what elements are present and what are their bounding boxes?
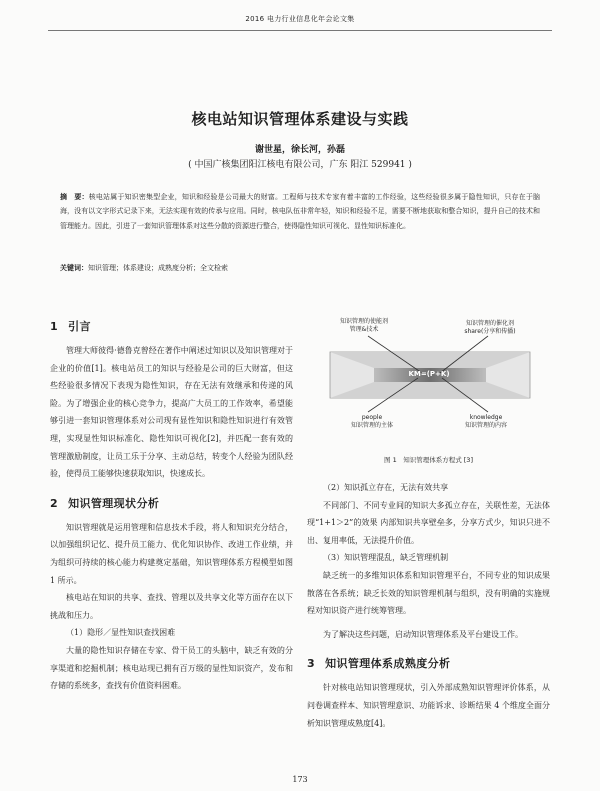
figure-label-catalyst-line2: share(分享和传播) bbox=[464, 328, 516, 335]
section-1-heading bbox=[50, 318, 293, 334]
abstract bbox=[60, 190, 540, 233]
section-2-paragraph-6: 为了解决这些问题，启动知识管理体系及平台建设工作。 bbox=[323, 629, 523, 639]
paper-title: 核电站知识管理体系建设与实践 bbox=[191, 110, 409, 128]
section-1-number: 1 bbox=[50, 320, 59, 333]
figure-label-knowledge-line2: 知识管理的内容 bbox=[464, 422, 507, 429]
section-3-paragraph-1: 针对核电站知识管理现状，引入外部成熟知识管理评价体系，从问卷调查样本、知识管理意识、功能诉求、诊断结果 4 个维度全面分析知识管理成熟度[4]。 bbox=[307, 683, 550, 728]
header-rule bbox=[48, 30, 552, 31]
section-3-number: 3 bbox=[307, 657, 316, 671]
section-1-title: 引言 bbox=[68, 320, 91, 333]
figure-label-people bbox=[322, 414, 422, 430]
section-2-heading bbox=[50, 495, 293, 511]
figure-label-catalyst bbox=[440, 320, 540, 336]
figure-1-diagram bbox=[312, 318, 545, 453]
section-2-paragraph-2: 核电站在知识的共享、查找、管理以及共享文化等方面存在以下挑战和压力。 bbox=[50, 593, 293, 620]
subheading-2: （2）知识孤立存在，无法有效共享 bbox=[323, 483, 449, 492]
keywords bbox=[60, 262, 540, 274]
running-header: 2016 电力行业信息化年会论文集 bbox=[245, 15, 355, 23]
keywords-label: 关键词： bbox=[60, 264, 88, 272]
section-2-paragraph-5: 缺乏统一的多维知识体系和知识管理平台，不同专业的知识成果散落在各系统；缺乏长效的知识管理机制与组织，没有明确的实施规程对知识资产进行统筹管理。 bbox=[307, 570, 550, 616]
section-2-paragraph-1: 知识管理就是运用管理和信息技术手段，将人和知识充分结合，以加强组织记忆、提升员工能力、优化知识协作、改进工作业绩，并为组织可持续的核心能力构建奠定基础，知识管理体系方程模型如图 1 所示。 bbox=[50, 522, 293, 585]
figure-label-people-line2: 知识管理的主体 bbox=[350, 422, 393, 429]
left-column bbox=[50, 318, 293, 695]
abstract-text: 核电站属于知识密集型企业，知识和经验是公司最大的财富。工程师与技术专家有着丰富的工作经验，这些经验很多属于隐性知识，只存在于脑海，没有以文字形式记录下来，无法实现有效的传承与应用。同时，核电队伍非常年轻，知识和经验不足，需要不断地获取和整合知识，提升自己的技术和管理能力。因此，引进了一套知识管理体系对这些分散的资源进行整合，使得隐性知识可视化、显性知识标准化。 bbox=[60, 193, 541, 230]
figure-label-enabler bbox=[314, 318, 414, 334]
abstract-label: 摘 要： bbox=[60, 193, 89, 201]
figure-1-caption: 图 1 知识管理体系方程式 [3] bbox=[384, 456, 473, 464]
section-2-number: 2 bbox=[50, 496, 59, 510]
figure-label-catalyst-line1: 知识管理的催化剂 bbox=[465, 320, 514, 327]
figure-label-knowledge bbox=[436, 414, 536, 430]
section-3-title: 知识管理体系成熟度分析 bbox=[325, 657, 451, 671]
figure-label-enabler-line1: 知识管理的使能剂 bbox=[339, 318, 388, 325]
keywords-text: 知识管理；体系建设；成熟度分析；全文检索 bbox=[88, 264, 228, 272]
figure-1 bbox=[312, 318, 545, 453]
figure-label-knowledge-line1: knowledge bbox=[469, 414, 503, 421]
figure-label-people-line1: people bbox=[361, 414, 383, 421]
section-2-paragraph-3: 大量的隐性知识存储在专家、骨干员工的头脑中，缺乏有效的分享渠道和挖掘机制；核电站现已拥有百万级的显性知识资产，发布和存储的系统多，查找有价值资料困难。 bbox=[50, 645, 293, 691]
intro-paragraph: 管理大师彼得·德鲁克曾经在著作中阐述过知识以及知识管理对于企业的价值[1]。核电站员工的知识与经验是公司的巨大财富，但这些经验很多情况下表现为隐性知识，存在无法有效继承和传递的风险。为了增强企业的核心竞争力，提高广大员工的工作效率，希望能够引进一套知识管理体系对公司现有显性知识和隐性知识进行有效管理，实现显性知识标准化、隐性知识可视化[2]，并匹配一套有效的管理激励制度，让员工乐于分享、主动总结，转变个人经验为团队经验，使得员工能够快速获取知识，快速成长。 bbox=[50, 346, 293, 479]
authors: 谢世星，徐长河，孙磊 bbox=[254, 145, 345, 155]
subheading-1: （1）隐形／显性知识查找困难 bbox=[66, 628, 176, 638]
affiliation: ( 中国广核集团阳江核电有限公司，广东 阳江 529941 ) bbox=[188, 160, 412, 170]
right-column bbox=[307, 479, 550, 732]
subheading-3: （3）知识管理混乱，缺乏管理机制 bbox=[323, 553, 449, 563]
section-2-title: 知识管理现状分析 bbox=[68, 496, 160, 510]
figure-label-enabler-line2: 管理&技术 bbox=[349, 326, 379, 333]
page-number: 173 bbox=[292, 775, 308, 784]
section-3-heading bbox=[307, 655, 550, 671]
section-2-paragraph-4: 不同部门、不同专业间的知识大多孤立存在，关联性差，无法体现“1+1＞2”的效果 内部知识共享壁垒多，分享方式少，知识只进不出、复用率低，无法提升价值。 bbox=[307, 500, 550, 545]
figure-equation: KM=(P+K) bbox=[408, 370, 450, 378]
